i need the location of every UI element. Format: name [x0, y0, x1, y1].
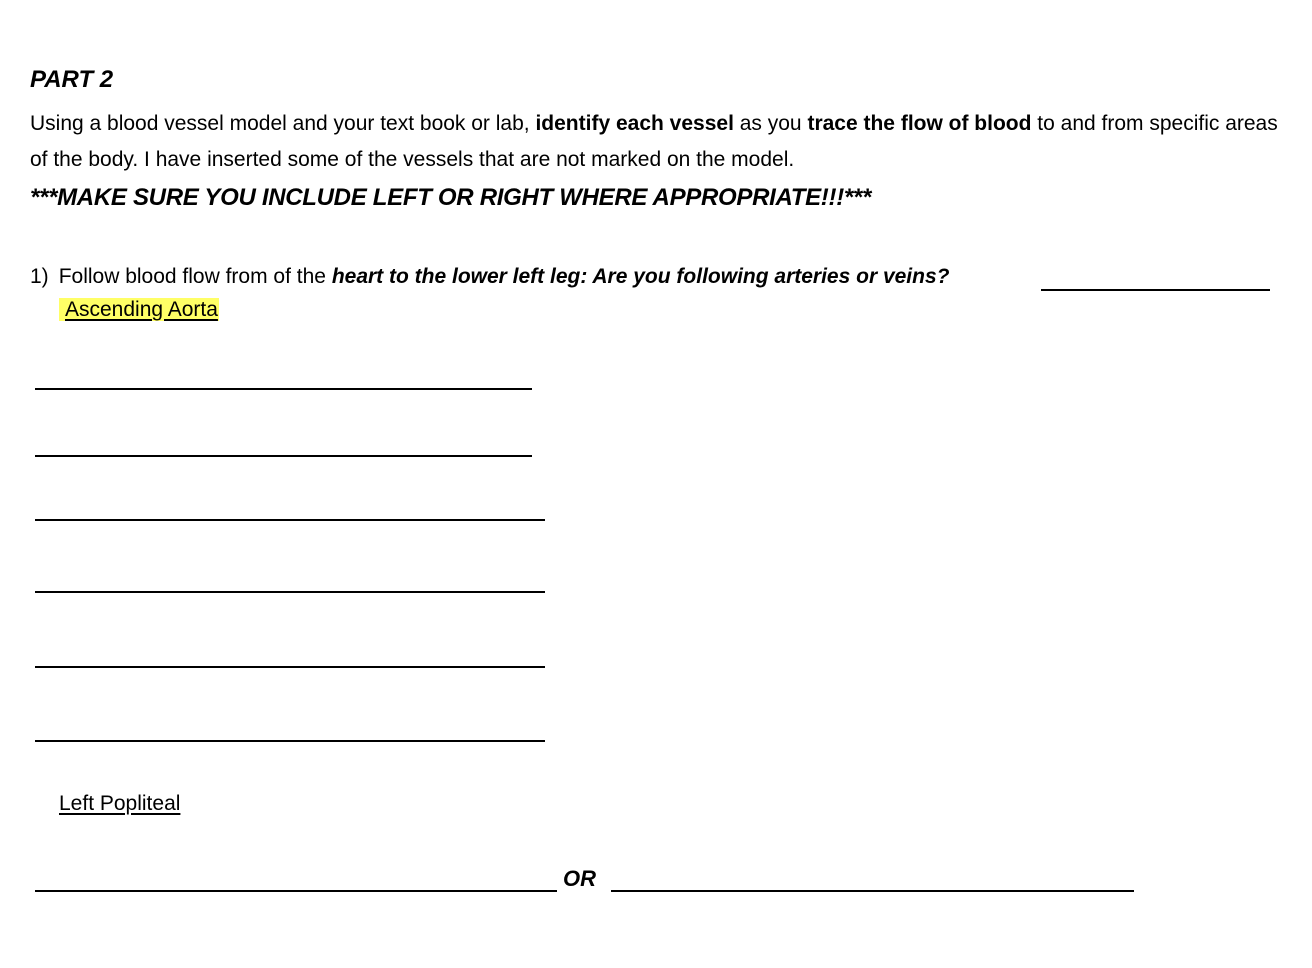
intro-text-1: Using a blood vessel model and your text book or lab, — [30, 112, 536, 135]
final-answer-blank-left[interactable] — [35, 890, 557, 892]
instructions-paragraph — [30, 106, 1290, 178]
vessel-answer-blank-5[interactable] — [35, 666, 545, 668]
question-prefix: Follow blood flow from of the — [58, 265, 332, 288]
last-vessel-entry: Left Popliteal — [59, 792, 181, 815]
vessel-answer-blank-1[interactable] — [35, 388, 532, 390]
or-label: OR — [563, 866, 596, 891]
vessel-answer-blank-3[interactable] — [35, 519, 545, 521]
intro-text-3: to and from specific areas of the body. I have inserted some of the vessels that are not marked on the model. — [30, 112, 1278, 171]
intro-text-2: as you — [733, 112, 808, 135]
question-1 — [30, 262, 949, 292]
arteries-or-veins-answer-blank[interactable] — [1041, 289, 1270, 291]
part-title: PART 2 — [30, 66, 114, 93]
intro-bold-2: trace the flow of blood — [807, 112, 1032, 135]
first-vessel-highlight: Ascending Aorta — [59, 298, 219, 321]
vessel-answer-blank-6[interactable] — [35, 740, 545, 742]
question-number: 1) — [30, 265, 49, 288]
vessel-answer-blank-2[interactable] — [35, 455, 532, 457]
warning-note: ***MAKE SURE YOU INCLUDE LEFT OR RIGHT WHERE APPROPRIATE!!!*** — [30, 184, 872, 211]
first-vessel-entry — [59, 298, 219, 322]
final-answer-blank-right[interactable] — [611, 890, 1134, 892]
vessel-answer-blank-4[interactable] — [35, 591, 545, 593]
question-emphasis: heart to the lower left leg: Are you following arteries or veins? — [331, 265, 950, 288]
intro-bold-1: identify each vessel — [535, 112, 734, 135]
